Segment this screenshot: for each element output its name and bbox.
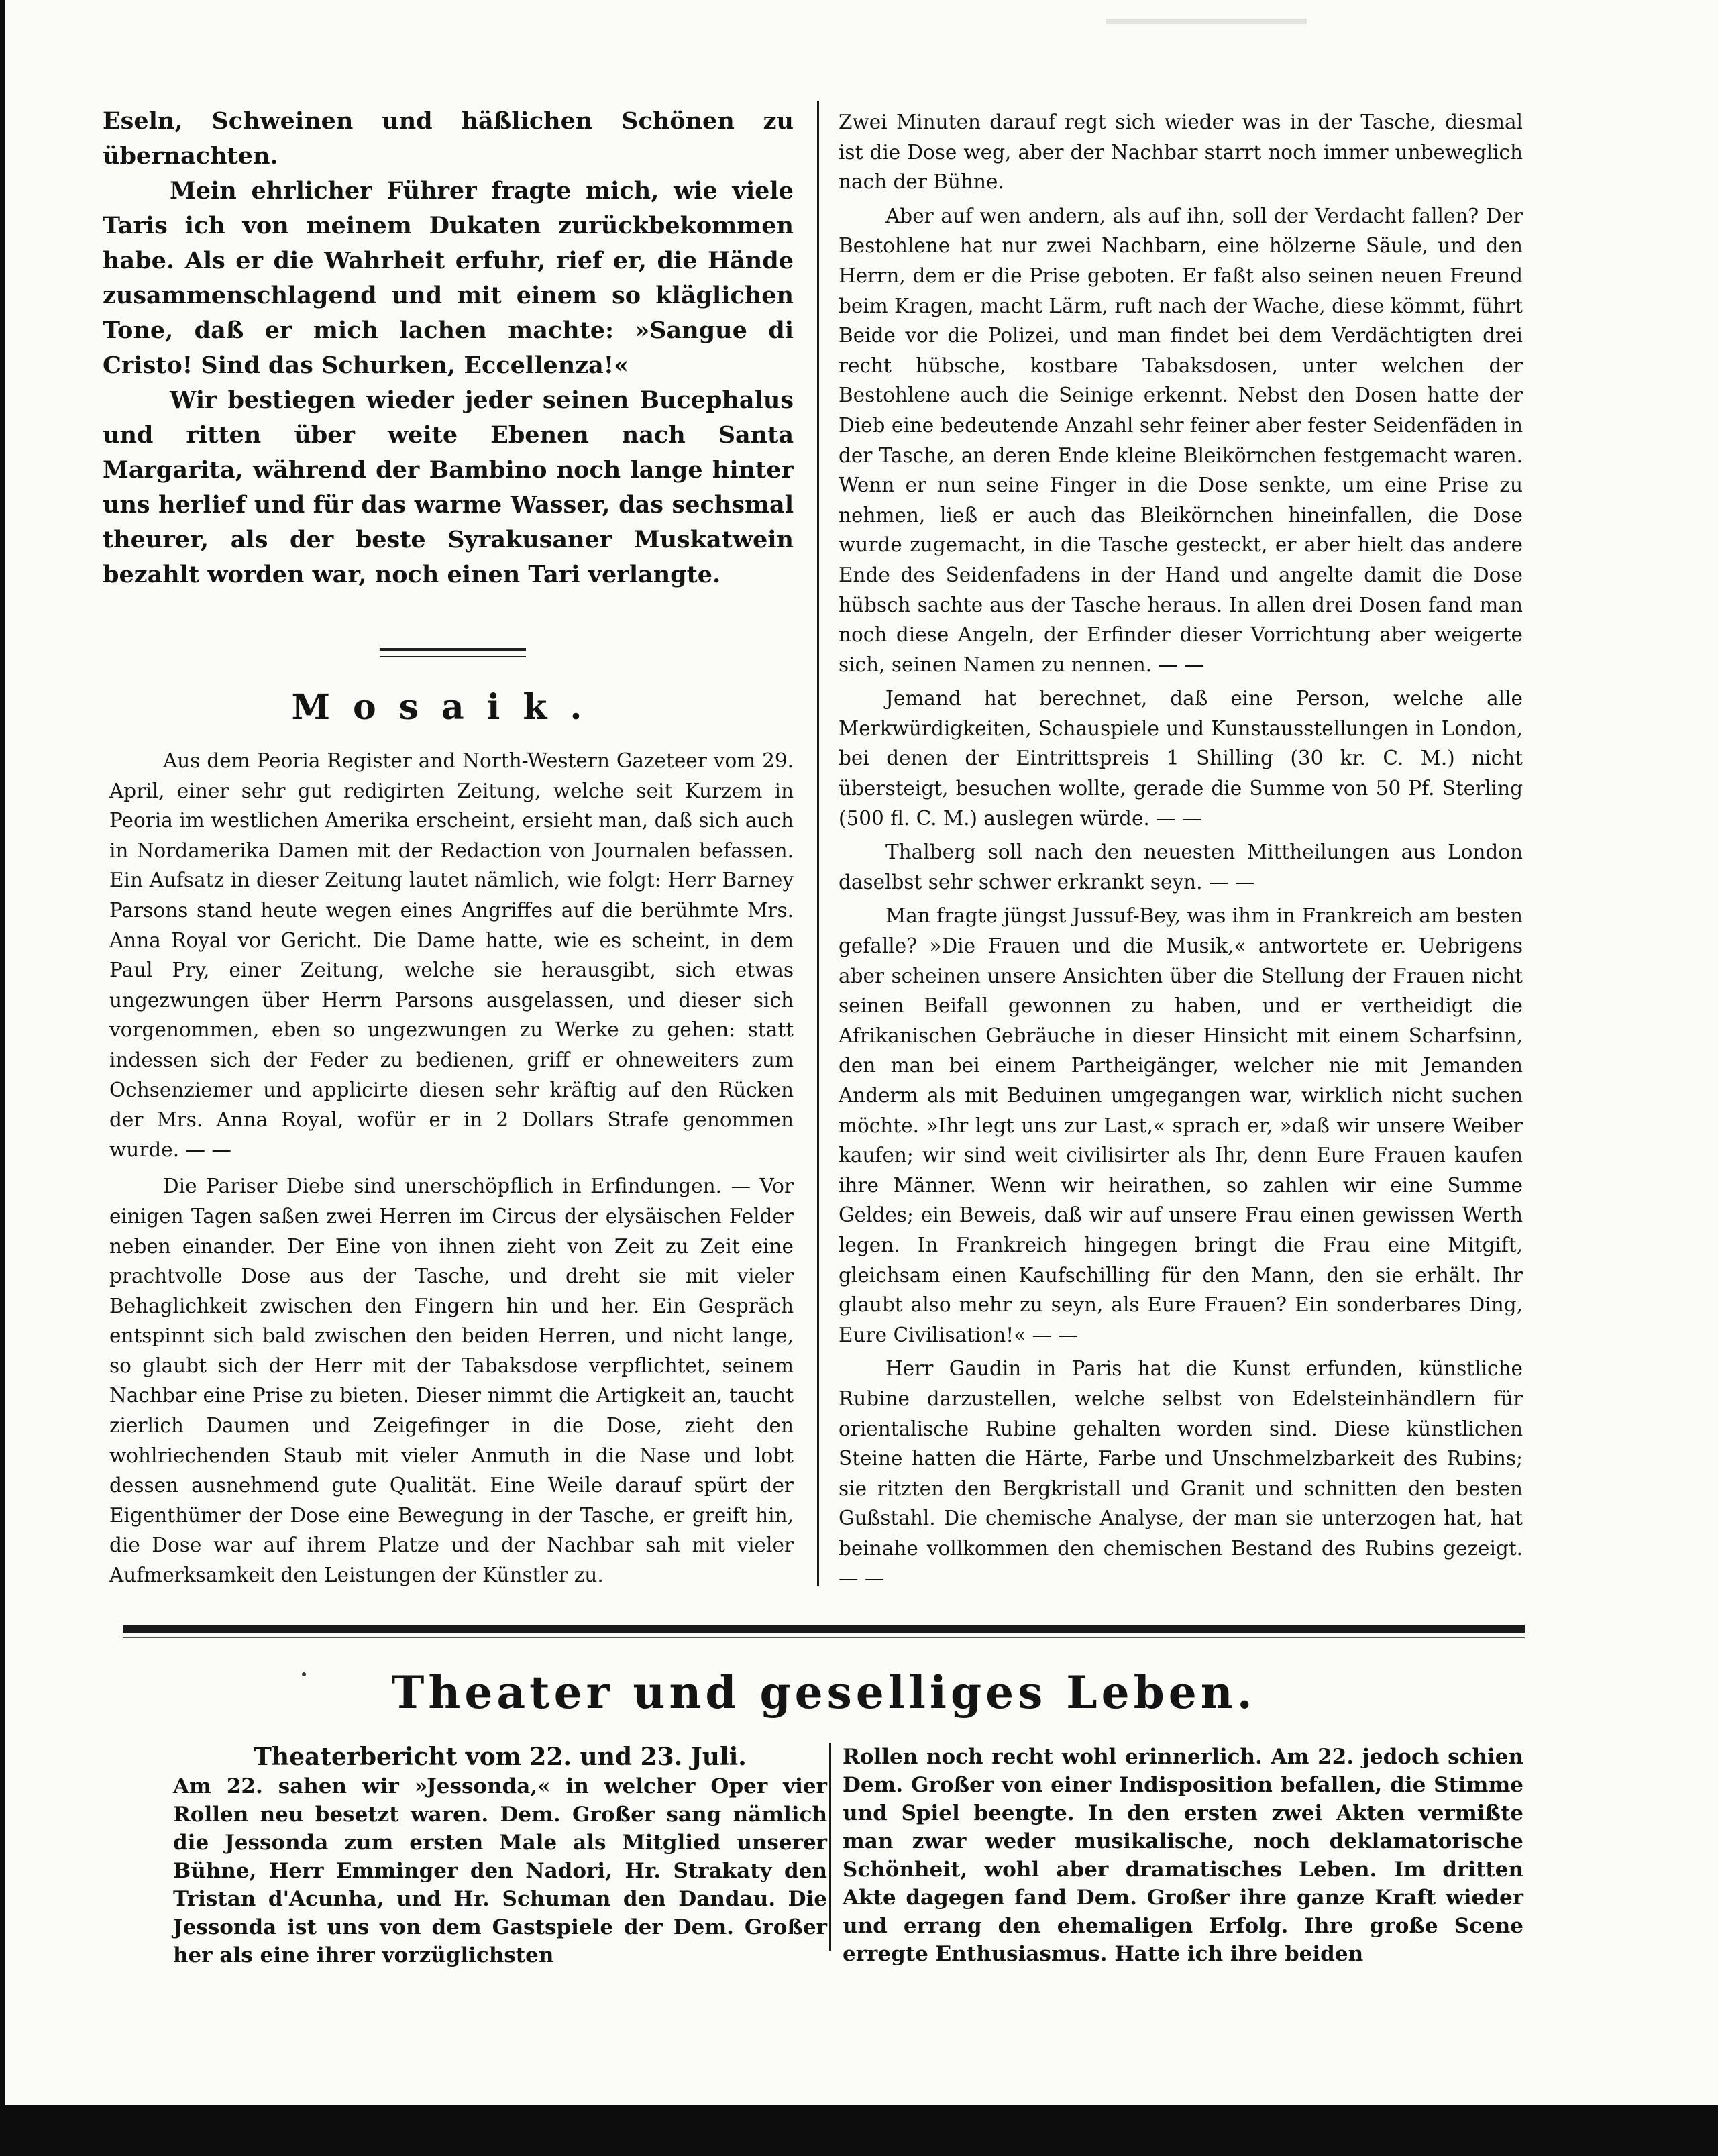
mosaik-heading: Mosaik. [291, 687, 605, 728]
right-paragraph: Man fragte jüngst Jussuf-Bey, was ihm in Frankreich am besten gefalle? »Die Frauen und die Musik,« antwortete er. Uebrigens aber scheinen unsere Ansichten über die Stellung der Frauen nicht seinen Beifall gewonnen zu haben, und er vertheidigt die Afrikanischen Gebräuche in dieser Hinsicht mit einem Scharfsinn, den man bei einem Partheigänger, welcher nie mit Jemanden Anderm als mit Beduinen umgegangen war, wirklich nicht suchen möchte. »Ihr legt uns zur Last,« sprach er, »daß wir unsere Weiber kaufen; wir sind weit civilisirter als Ihr, denn Eure Frauen kaufen ihre Männer. Wenn wir heirathen, so zahlen wir eine Summe Geldes; ein Beweis, daß wir auf unsere Frau einen gewissen Werth legen. In Frankreich hingegen bringt die Frau eine Mitgift, gleichsam einen Kaufschilling für den Mann, den sie erhält. Ihr glaubt also mehr zu seyn, als Eure Frauen? Ein sonderbares Ding, Eure Civilisation!« — — [839, 904, 1523, 1346]
mosaik-article: Aus dem Peoria Register and North-Western Gazeteer vom 29. April, einer sehr gut redigirten Zeitung, welche seit Kurzem in Peoria im westlichen Amerika erscheint, ersieht man, daß sich auch in Nordamerika Damen mit der Redaction von Journalen befassen. Ein Aufsatz in dieser Zeitung lautet nämlich, wie folgt: Herr Barney Parsons stand heute wegen eines Angriffes auf die berühmte Mrs. Anna Royal vor Gericht. Die Dame hatte, wie es scheint, in dem Paul Pry, einer Zeitung, welche sie herausgibt, sich etwas ungezwungen über Herrn Parsons ausgelassen, und dieser sich vorgenommen, eben so ungezwungen zu Werke zu gehen: statt indessen sich der Feder zu bedienen, griff er ohneweiters zum Ochsenziemer und applicirte diesen sehr kräftig auf den Rücken der Mrs. Anna Royal, wofür er in 2 Dollars Strafe genommen wurde. — — [109, 749, 794, 1161]
right-paragraph: Zwei Minuten darauf regt sich wieder was in der Tasche, diesmal ist die Dose weg, aber der Nachbar starrt noch immer unbeweglich nach der Bühne. [839, 111, 1523, 194]
narrative-paragraph: Mein ehrlicher Führer fragte mich, wie viele Taris ich von meinem Dukaten zurückbekommen habe. Als er die Wahrheit erfuhr, rief er, die Hände zusammenschlagend und mit einem so kläglichen Tone, daß er mich lachen machte: »Sangue di Cristo! Sind das Schurken, Eccellenza!« [103, 177, 794, 379]
right-paragraph: Aber auf wen andern, als auf ihn, soll der Verdacht fallen? Der Bestohlene hat nur zwei Nachbarn, eine hölzerne Säule, und den Herrn, dem er die Prise geboten. Er faßt also seinen neuen Freund beim Kragen, macht Lärm, ruft nach der Wache, diese kömmt, führt Beide vor die Polizei, und man findet bei dem Verdächtigten drei recht hübsche, kostbare Tabaksdosen, unter welchen der Bestohlene auch die Seinige erkennt. Nebst den Dosen hatte der Dieb eine bedeutende Anzahl sehr feiner aber fester Seidenfäden in der Tasche, an deren Ende kleine Bleikörnchen festgemacht waren. Wenn er nun seine Finger in die Dose senkte, um eine Prise zu nehmen, ließ er auch das Bleikörnchen hineinfallen, die Dose wurde zugemacht, in die Tasche gesteckt, er aber hielt das andere Ende des Seidenfadens in der Hand und angelte damit die Dose hübsch sachte aus der Tasche heraus. In allen drei Dosen fand man noch diese Angeln, der Erfinder dieser Vorrichtung aber weigerte sich, seinen Namen zu nennen. — — [839, 204, 1523, 676]
theater-left-column [173, 1743, 827, 1970]
section-rule-thin [123, 1637, 1525, 1638]
newspaper-page [5, 0, 1718, 2105]
section-separator [380, 648, 526, 651]
theater-section-heading: Theater und geselliges Leben. [391, 1666, 1256, 1719]
narrative-paragraph: Eseln, Schweinen und häßlichen Schönen zu übernachten. [103, 107, 794, 170]
right-column [839, 107, 1523, 1597]
mosaik-article: Die Pariser Diebe sind unerschöpflich in Erfindungen. — Vor einigen Tagen saßen zwei Herren im Circus der elysäischen Felder neben einander. Der Eine von ihnen zieht von Zeit zu Zeit eine prachtvolle Dose aus der Tasche, und dreht sie mit vieler Behaglichkeit zwischen den Fingern hin und her. Ein Gespräch entspinnt sich bald zwischen den beiden Herren, und nicht lange, so glaubt sich der Herr mit der Tabaksdose verpflichtet, seinem Nachbar eine Prise zu bieten. Dieser nimmt die Artigkeit an, taucht zierlich Daumen und Zeigefinger in die Dose, zieht den wohlriechenden Staub mit vieler Anmuth in die Nase und lobt dessen ausnehmend gute Qualität. Eine Weile darauf spürt der Eigenthümer der Dose eine Bewegung in der Tasche, er greift hin, die Dose war auf ihrem Platze und der Nachbar sah mit vieler Aufmerksamkeit den Leistungen der Künstler zu. [109, 1175, 794, 1587]
mosaik-column [109, 746, 794, 1597]
column-divider [817, 101, 819, 1586]
column-divider [829, 1743, 831, 1951]
theater-paragraph: Rollen noch recht wohl erinnerlich. Am 22. jedoch schien Dem. Großer von einer Indisposition befallen, die Stimme und Spiel beengte. In den ersten zwei Akten vermißte man zwar weder musikalische, noch deklamatorische Schönheit, wohl aber dramatisches Leben. Im dritten Akte dagegen fand Dem. Großer ihre ganze Kraft wieder und errang den ehemaligen Erfolg. Ihre große Scene erregte Enthusiasmus. Hatte ich ihre beiden [843, 1745, 1523, 1966]
section-rule [123, 1625, 1525, 1633]
travel-narrative-column [103, 104, 794, 592]
right-paragraph: Thalberg soll nach den neuesten Mittheilungen aus London daselbst sehr schwer erkrankt seyn. — — [839, 841, 1523, 894]
theater-right-column [843, 1743, 1523, 1968]
theater-report-subtitle: Theaterbericht vom 22. und 23. Juli. [254, 1743, 747, 1771]
right-paragraph: Herr Gaudin in Paris hat die Kunst erfunden, künstliche Rubine darzustellen, welche selbst von Edelsteinhändlern für orientalische Rubine gehalten worden sind. Diese künstlichen Steine hatten die Härte, Farbe und Unschmelzbarkeit des Rubins; sie ritzten den Bergkristall und Granit und schnitten den besten Gußstahl. Die chemische Analyse, der man sie unterzogen hat, hat beinahe vollkommen den chemischen Bestand des Rubins gezeigt. — — [839, 1357, 1523, 1590]
section-separator [380, 656, 526, 657]
scan-artifact [1106, 19, 1307, 24]
narrative-paragraph: Wir bestiegen wieder jeder seinen Bucephalus und ritten über weite Ebenen nach Santa Margarita, während der Bambino noch lange hinter uns herlief und für das warme Wasser, das sechsmal theurer, als der beste Syrakusaner Muskatwein bezahlt worden war, noch einen Tari verlangte. [103, 386, 794, 588]
theater-paragraph: Am 22. sahen wir »Jessonda,« in welcher Oper vier Rollen neu besetzt waren. Dem. Großer sang nämlich die Jessonda zum ersten Male als Mitglied unserer Bühne, Herr Emminger den Nadori, Hr. Strakaty den Tristan d'Acunha, und Hr. Schuman den Dandau. Die Jessonda ist uns von dem Gastspiele der Dem. Großer her als eine ihrer vorzüglichsten [173, 1774, 827, 1968]
right-paragraph: Jemand hat berechnet, daß eine Person, welche alle Merkwürdigkeiten, Schauspiele und Kunstausstellungen in London, bei denen der Eintrittspreis 1 Shilling (30 kr. C. M.) nicht übersteigt, besuchen wollte, gerade die Summe von 50 Pf. Sterling (500 fl. C. M.) auslegen würde. — — [839, 687, 1523, 830]
